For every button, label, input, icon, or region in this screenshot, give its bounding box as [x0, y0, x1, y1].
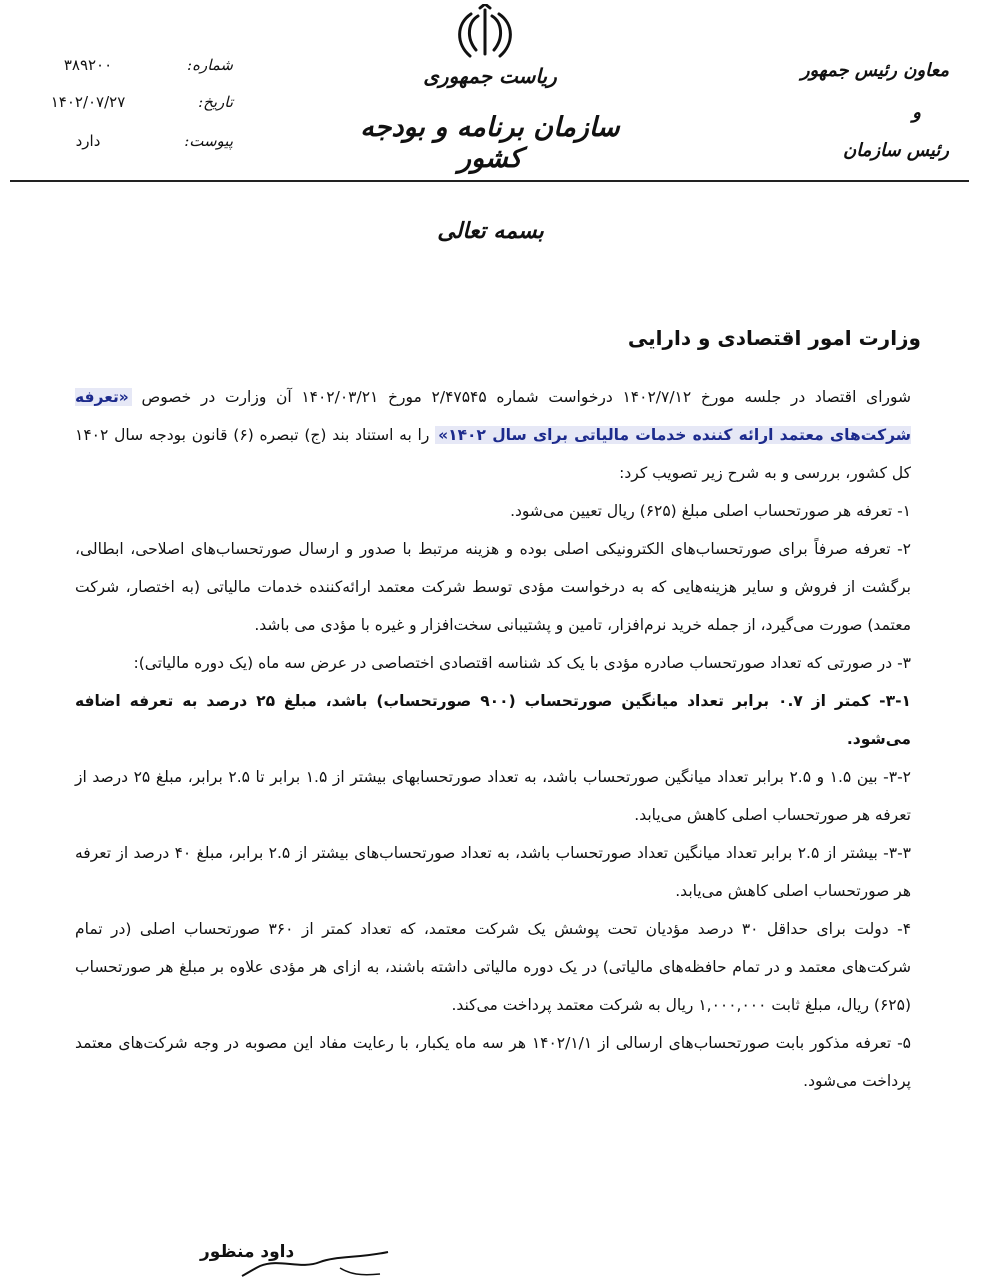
item-3-3: ۳-۳- بیشتر از ۲.۵ برابر تعداد میانگین تعداد صورتحساب باشد، به تعداد صورتحساب‌های بیشتر از ۲.۵ برابر، مبلغ ۴۰ درصد از تعرفه هر صورتحساب اصلی کاهش می‌یابد. [75, 844, 912, 900]
intro-highlight: «تعرفه شرکت‌های معتمد ارائه کننده خدمات مالیاتی برای سال ۱۴۰۲» [75, 388, 911, 444]
item-2: ۲- تعرفه صرفاً برای صورتحساب‌های الکترونیکی اصلی بوده و هزینه مرتبط با صدور و ارسال صورتحساب‌های اصلاحی، ابطالی، برگشت از فروش و سایر هزینه‌هایی که به درخواست مؤدی توسط شرکت معتمد ارائه‌کننده خدمات مالیاتی (به اختصار، شرکت معتمد) صورت می‌گیرد، از جمله خرید نرم‌افزار، تامین و پشتیبانی سخت‌افزار و غیره با مؤدی می باشد. [75, 540, 911, 634]
signatory-name: داود منظور [200, 1242, 295, 1262]
intro-text-a: شورای اقتصاد در جلسه مورخ ۱۴۰۲/۷/۱۲ درخواست شماره ۲/۴۷۵۴۵ مورخ ۱۴۰۲/۰۳/۲۱ آن وزارت در خصوص [131, 388, 911, 406]
addressee: وزارت امور اقتصادی و دارایی [627, 326, 921, 350]
attachment-label: پیوست: [184, 132, 233, 150]
number-label: شماره: [187, 56, 233, 74]
meta-attachment [18, 132, 233, 156]
intro-paragraph [75, 378, 911, 492]
intro-text-b: را به استناد بند (ج) تبصره (۶) قانون بودجه سال ۱۴۰۲ کل کشور، بررسی و به شرح زیر تصویب کرد: [75, 426, 911, 482]
org-line-budget-organization: سازمان برنامه و بودجه کشور [360, 112, 620, 174]
item-3-1: ۳-۱- کمتر از ۰.۷ برابر تعداد میانگین صورتحساب (۹۰۰ صورتحساب) باشد، مبلغ ۲۵ درصد به تعرفه اضافه می‌شود. [75, 692, 911, 748]
item-3-2: ۳-۲- بین ۱.۵ و ۲.۵ برابر تعداد میانگین صورتحساب باشد، به تعداد صورتحسابهای بیشتر از ۱.۵ برابر تا ۲.۵ برابر، مبلغ ۲۵ درصد از تعرفه هر صورتحساب اصلی کاهش می‌یابد. [75, 768, 912, 824]
item-4: ۴- دولت برای حداقل ۳۰ درصد مؤدیان تحت پوشش یک شرکت معتمد، که تعداد کمتر از ۳۶۰ صورتحساب اصلی (در تمام شرکت‌های معتمد و در تمام حافظه‌های مالیاتی) در یک دوره مالیاتی داشته باشند، به ازای هر مؤدی علاوه بر مبلغ هر صورتحساب (۶۲۵) ریال، مبلغ ثابت ۱,۰۰۰,۰۰۰ ریال به شرکت معتمد پرداخت می‌کند. [75, 920, 912, 1014]
attachment-value: دارد [75, 132, 101, 150]
item-1: ۱- تعرفه هر صورتحساب اصلی مبلغ (۶۲۵) ریال تعیین می‌شود. [510, 502, 911, 520]
sender-title-line3: رئیس سازمان [843, 140, 949, 161]
org-line-presidency: ریاست جمهوری [423, 64, 557, 88]
invocation: بسمه تعالی [437, 218, 544, 244]
item-3: ۳- در صورتی که تعداد صورتحساب صادره مؤدی با یک کد شناسه اقتصادی اختصاصی در عرض سه ماه (یک دوره مالیاتی): [133, 654, 911, 672]
item-5: ۵- تعرفه مذکور بابت صورتحساب‌های ارسالی از ۱۴۰۲/۱/۱ هر سه ماه یکبار، با رعایت مفاد این مصوبه در وجه شرکت‌های معتمد پرداخت می‌شود. [75, 1034, 911, 1090]
number-value: ۳۸۹۲۰۰ [63, 56, 113, 74]
sender-title-line2: و [912, 102, 921, 123]
meta-date [18, 93, 233, 117]
iran-emblem-icon [450, 4, 520, 66]
date-label: تاریخ: [198, 93, 233, 111]
meta-number [18, 56, 233, 80]
sender-title-line1: معاون رئیس جمهور [800, 60, 949, 81]
header-divider [10, 180, 969, 182]
date-value: ۱۴۰۲/۰۷/۲۷ [50, 93, 126, 111]
letter-body [75, 378, 911, 1100]
